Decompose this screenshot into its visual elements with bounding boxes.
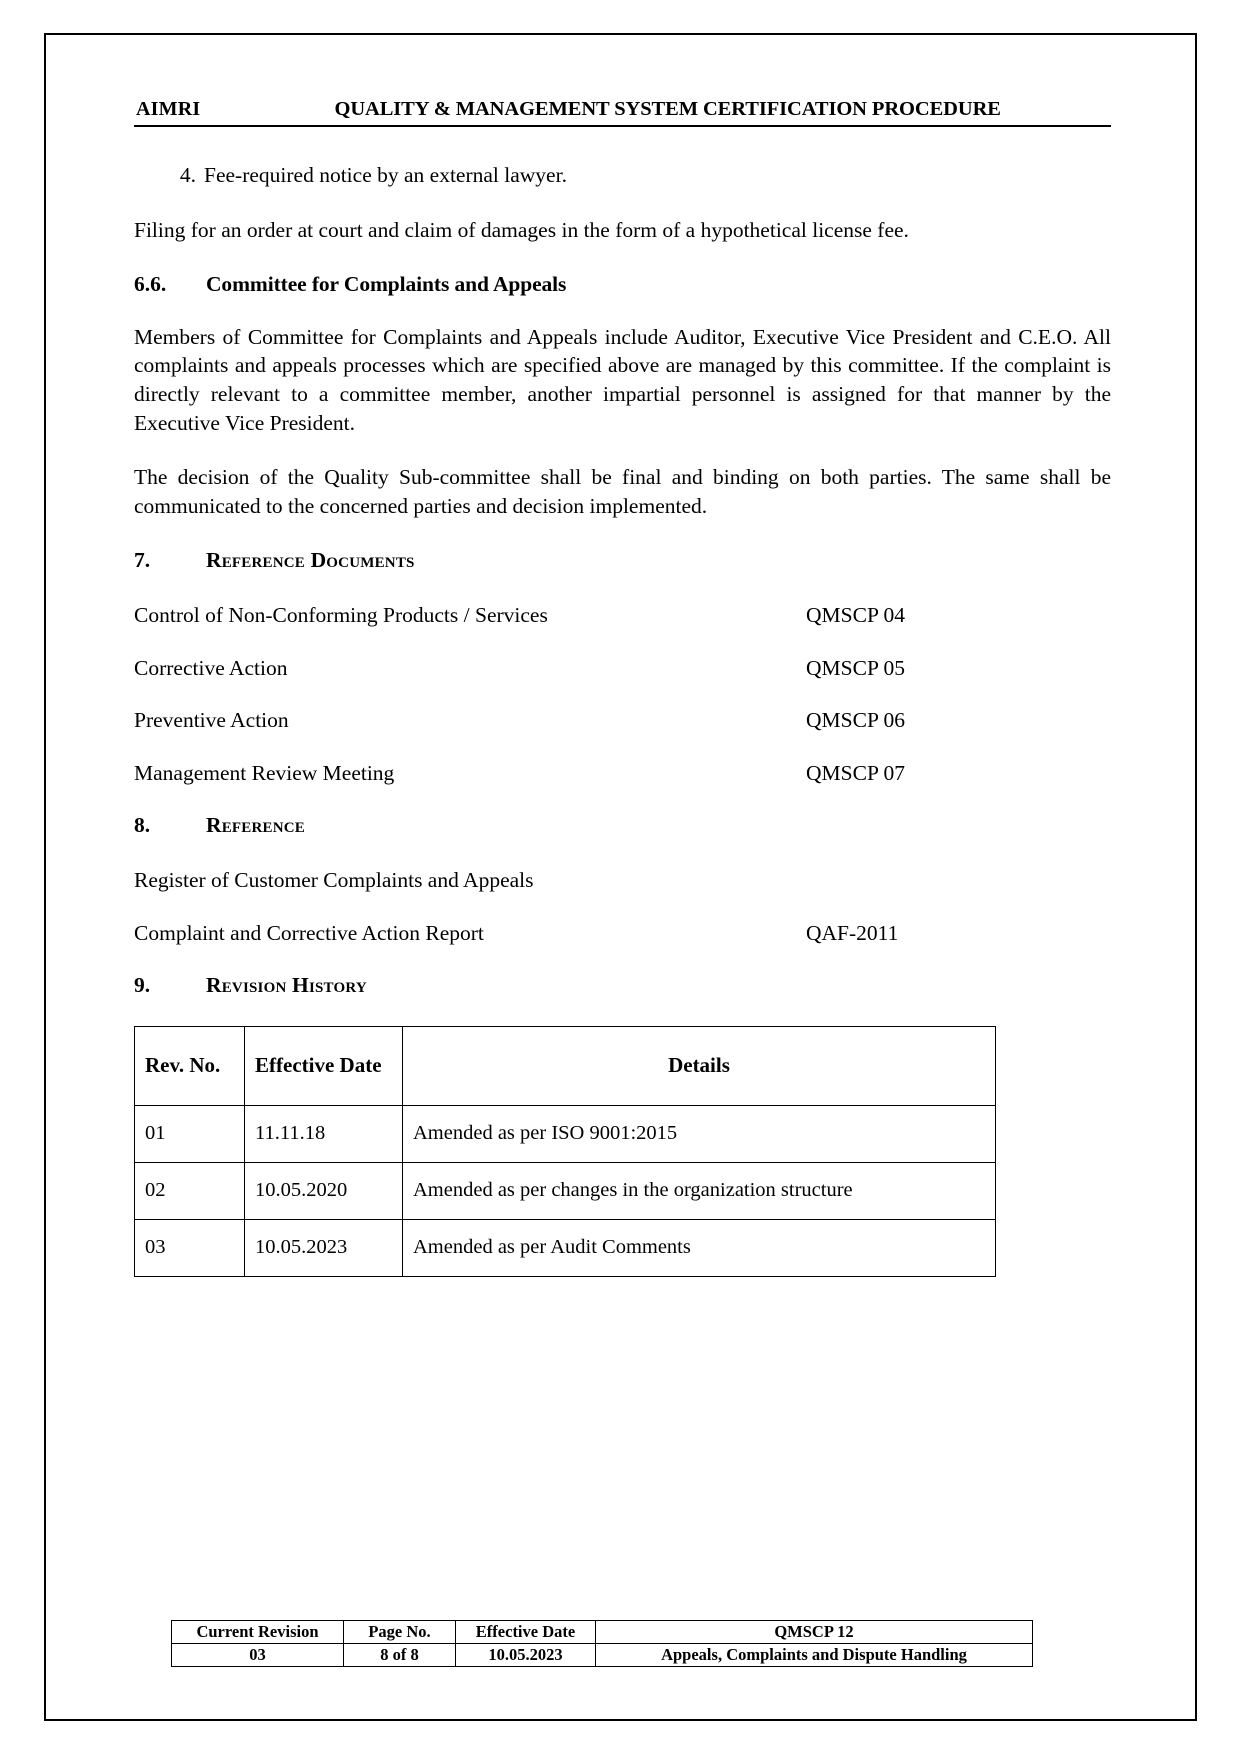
- numbered-list: [134, 161, 1111, 190]
- footer-value-document-title: Appeals, Complaints and Dispute Handling: [596, 1643, 1033, 1666]
- heading-6-6-label: Committee for Complaints and Appeals: [206, 272, 567, 297]
- table-header-row: [135, 1026, 996, 1105]
- cell-details: Amended as per ISO 9001:2015: [403, 1105, 996, 1162]
- column-header-rev-no: Rev. No.: [135, 1026, 245, 1105]
- cell-rev-no: 03: [135, 1219, 245, 1276]
- footer-value-effective-date: 10.05.2023: [456, 1643, 596, 1666]
- document-header: [134, 75, 1111, 121]
- paragraph-members: Members of Committee for Complaints and Appeals include Auditor, Executive Vice President and C.E.O. All complaints and appeals processes which are specified above are managed by this committee. If the complaint is directly relevant to a committee member, another impartial personnel is assigned for that manner by the Executive Vice President.: [134, 324, 1111, 435]
- reference-document-row: [134, 759, 1111, 788]
- page-content: [134, 75, 1111, 1683]
- cell-details: Amended as per Audit Comments: [403, 1219, 996, 1276]
- reference-document-name: Management Review Meeting: [134, 760, 395, 785]
- reference-document-row: [134, 706, 1111, 735]
- heading-section-8-label: Reference: [206, 813, 306, 838]
- heading-section-7: [134, 546, 1111, 575]
- list-item-label: Fee-required notice by an external lawyer.: [204, 163, 567, 187]
- reference-code: QAF-2011: [806, 920, 899, 945]
- column-header-effective-date: Effective Date: [245, 1026, 403, 1105]
- heading-section-9-label: Revision History: [206, 973, 367, 998]
- cell-effective-date: 11.11.18: [245, 1105, 403, 1162]
- heading-section-7-number: 7.: [134, 548, 151, 573]
- reference-document-code: QMSCP 07: [806, 760, 905, 785]
- reference-document-code: QMSCP 06: [806, 708, 905, 733]
- header-document-title: QUALITY & MANAGEMENT SYSTEM CERTIFICATION PROCEDURE: [334, 98, 1001, 120]
- revision-history-table: [134, 1026, 996, 1277]
- reference-row: [134, 866, 1111, 895]
- heading-section-7-label: Reference Documents: [206, 548, 415, 573]
- footer-table: [171, 1620, 1033, 1667]
- reference-name: Register of Customer Complaints and Appeals: [134, 867, 534, 892]
- reference-row: [134, 919, 1111, 948]
- column-header-details: Details: [403, 1026, 996, 1105]
- paragraph-decision: The decision of the Quality Sub-committee shall be final and binding on both parties. The same shall be communicated to the concerned parties and decision implemented.: [134, 465, 1111, 518]
- list-item: [179, 161, 1111, 190]
- heading-section-9-number: 9.: [134, 973, 151, 998]
- document-body: [134, 161, 1111, 1277]
- list-item-number: 4.: [179, 163, 196, 187]
- footer-value-page-no: 8 of 8: [344, 1643, 456, 1666]
- table-row: [135, 1162, 996, 1219]
- heading-section-9: [134, 971, 1111, 1000]
- cell-effective-date: 10.05.2020: [245, 1162, 403, 1219]
- header-org-name: AIMRI: [136, 98, 201, 120]
- footer-label-current-revision: Current Revision: [172, 1620, 344, 1643]
- heading-section-8-number: 8.: [134, 813, 151, 838]
- document-footer: [134, 1620, 1111, 1667]
- cell-details: Amended as per changes in the organization structure: [403, 1162, 996, 1219]
- footer-label-row: [172, 1620, 1033, 1643]
- reference-document-code: QMSCP 05: [806, 655, 905, 680]
- page-border: [44, 33, 1197, 1721]
- cell-rev-no: 02: [135, 1162, 245, 1219]
- reference-document-row: [134, 654, 1111, 683]
- reference-document-name: Preventive Action: [134, 708, 289, 733]
- heading-6-6: [134, 270, 1111, 299]
- cell-effective-date: 10.05.2023: [245, 1219, 403, 1276]
- header-divider: [134, 125, 1111, 127]
- footer-value-current-revision: 03: [172, 1643, 344, 1666]
- reference-document-name: Control of Non-Conforming Products / Services: [134, 602, 548, 627]
- paragraph-filing: Filing for an order at court and claim of damages in the form of a hypothetical license fee.: [134, 217, 909, 242]
- table-row: [135, 1219, 996, 1276]
- footer-label-page-no: Page No.: [344, 1620, 456, 1643]
- heading-section-8: [134, 811, 1111, 840]
- reference-document-row: [134, 601, 1111, 630]
- footer-label-effective-date: Effective Date: [456, 1620, 596, 1643]
- heading-6-6-number: 6.6.: [134, 272, 167, 297]
- reference-document-code: QMSCP 04: [806, 602, 905, 627]
- cell-rev-no: 01: [135, 1105, 245, 1162]
- footer-value-row: [172, 1643, 1033, 1666]
- reference-name: Complaint and Corrective Action Report: [134, 920, 484, 945]
- footer-label-document-code: QMSCP 12: [596, 1620, 1033, 1643]
- table-row: [135, 1105, 996, 1162]
- reference-document-name: Corrective Action: [134, 655, 288, 680]
